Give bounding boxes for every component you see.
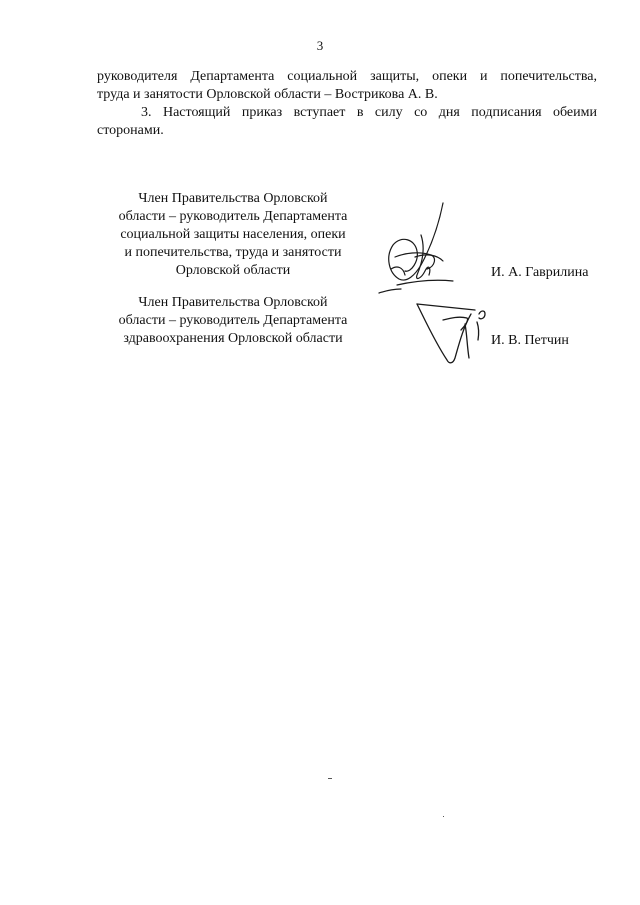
page-number: 3 [316, 38, 324, 53]
paragraph-line: 3. Настоящий приказ вступает в силу со дня подписания обеими [141, 105, 597, 120]
signer-1-title [98, 190, 368, 280]
signer-title-line: Член Правительства Орловской [138, 191, 328, 206]
signature-2-mark [415, 300, 495, 370]
signer-title-line: здравоохранения Орловской области [123, 331, 343, 346]
signer-title-line: и попечительства, труда и занятости [124, 245, 342, 260]
signer-2-name: И. В. Петчин [491, 333, 569, 348]
paragraph-3 [97, 104, 597, 140]
signer-1-name: И. А. Гаврилина [491, 265, 589, 280]
paragraph-line: труда и занятости Орловской области – Вострикова А. В. [97, 87, 438, 102]
signer-title-line: области – руководитель Департамента [118, 313, 348, 328]
signer-2-title [98, 294, 368, 348]
paragraph-continuation [97, 68, 597, 104]
scan-speck [328, 778, 332, 779]
paragraph-line: сторонами. [97, 123, 164, 138]
scan-speck [443, 816, 444, 817]
paragraph-line: руководителя Департамента социальной защиты, опеки и попечительства, [97, 69, 597, 84]
signature-1-mark [375, 195, 465, 305]
signer-title-line: области – руководитель Департамента [118, 209, 348, 224]
signer-title-line: Орловской области [175, 263, 291, 278]
signer-title-line: социальной защиты населения, опеки [120, 227, 346, 242]
signer-title-line: Член Правительства Орловской [138, 295, 328, 310]
